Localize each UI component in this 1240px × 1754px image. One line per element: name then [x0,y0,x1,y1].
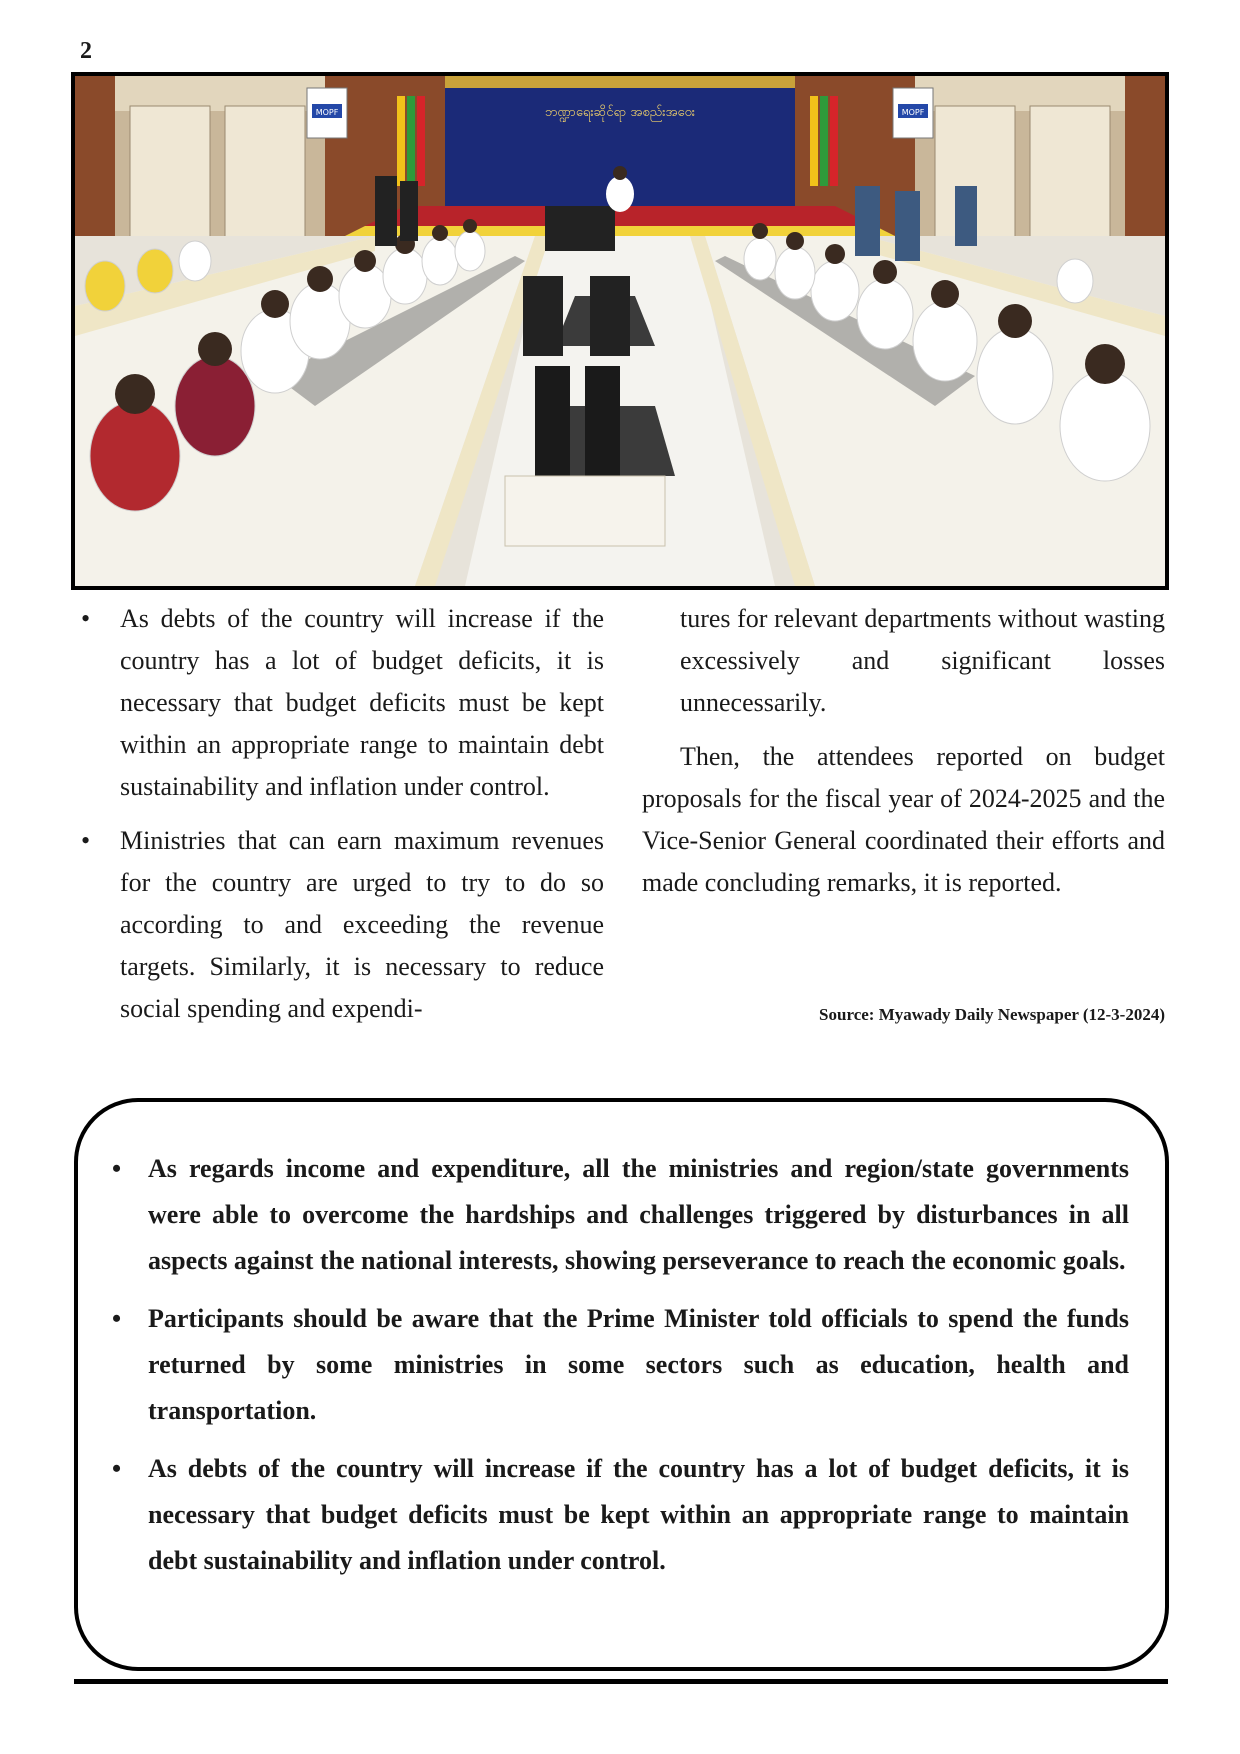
left-column [78,598,604,1042]
sign-left-text: MOPF [315,108,339,117]
right-continuation: tures for relevant departments without wasting excessively and significant losses unnecessarily. [680,604,1165,717]
summary-box [74,1098,1169,1671]
bottom-rule [74,1679,1168,1684]
right-column [642,598,1165,916]
source-citation: Source: Myawady Daily Newspaper (12-3-2024) [819,1005,1165,1024]
summary-item-income: • As regards income and expenditure, all the ministries and region/state governments were able to overcome the hardships and challenges triggered by disturbances in all aspects against the national interests, showing perseverance to reach the economic goals. [108,1146,1129,1284]
left-bullet-revenues: • Ministries that can earn maximum revenues for the country are urged to try to do so according to and exceeding the revenue targets. Similarly, it is necessary to reduce social spending and expendi- [78,820,604,1030]
meeting-photo [71,72,1169,590]
summary-item-funds: • Participants should be aware that the Prime Minister told officials to spend the funds returned by some ministries in some sectors such as education, health and transportation. [108,1296,1129,1434]
right-paragraph: Then, the attendees reported on budget proposals for the fiscal year of 2024-2025 and the Vice-Senior General coordinated their efforts and made concluding remarks, it is reported. [642,742,1165,897]
page-number: 2 [80,38,92,64]
meeting-photo-illustration [75,76,1165,586]
banner-text: ဘဏ္ဍာရေးဆိုင်ရာ အစည်းအဝေး [544,105,696,120]
sign-right-text: MOPF [901,108,925,117]
summary-item-debts: • As debts of the country will increase if the country has a lot of budget deficits, it is necessary that budget deficits must be kept within an appropriate range to maintain debt sustainability and inflation under control. [108,1446,1129,1584]
left-bullet-debts: • As debts of the country will increase if the country has a lot of budget deficits, it is necessary that budget deficits must be kept within an appropriate range to maintain debt sustainability and inflation under control. [78,598,604,808]
